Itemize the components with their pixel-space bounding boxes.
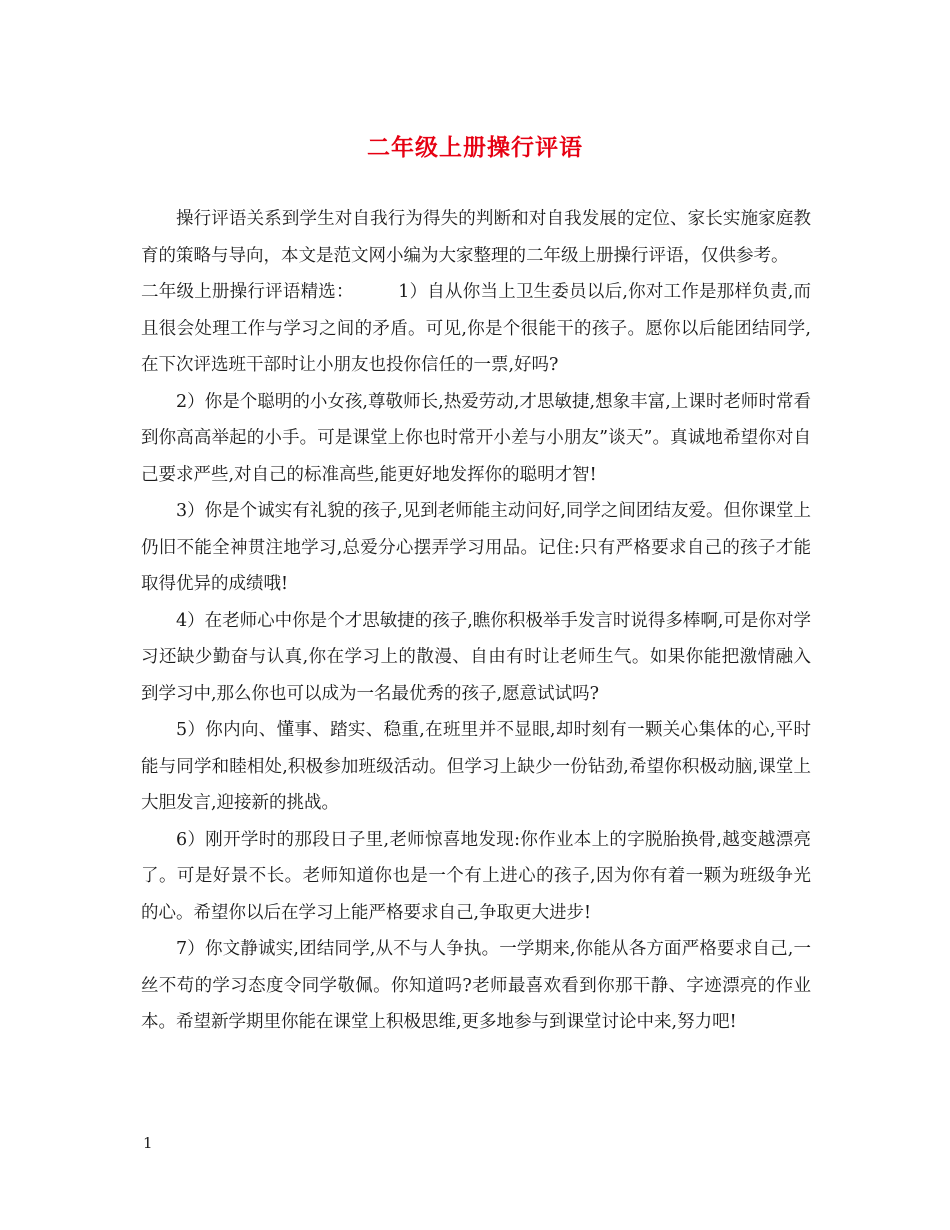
comment-paragraph-2: 2）你是个聪明的小女孩,尊敬师长,热爱劳动,才思敏捷,想象丰富,上课时老师时常看到你高高举起的小手。可是课堂上你也时常开小差与小朋友”谈天”。真诚地希望你对自己要求严些,对自己的标准高些,能更好地发挥你的聪明才智! [141,391,811,485]
comment-paragraph-6: 6）刚开学时的那段日子里,老师惊喜地发现:你作业本上的字脱胎换骨,越变越漂亮了。可是好景不长。老师知道你也是一个有上进心的孩子,因为你有着一颗为班级争光的心。希望你以后在学习上能严格要求自己,争取更大进步! [141,829,811,923]
comment-paragraph-7: 7）你文静诚实,团结同学,从不与人争执。一学期来,你能从各方面严格要求自己,一丝不苟的学习态度令同学敬佩。你知道吗?老师最喜欢看到你那干静、字迹漂亮的作业本。希望新学期里你能在课堂上积极思维,更多地参与到课堂讨论中来,努力吧! [141,939,811,1032]
document-title: 二年级上册操行评语 [367,134,583,161]
intro-paragraph: 操行评语关系到学生对自我行为得失的判断和对自我发展的定位、家长实施家庭教育的策略与导向，本文是范文网小编为大家整理的二年级上册操行评语，仅供参考。 [141,209,811,266]
comment-paragraph-1: 二年级上册操行评语精选： 1）自从你当上卫生委员以后,你对工作是那样负责,而且很会处理工作与学习之间的矛盾。可见,你是个很能干的孩子。愿你以后能团结同学,在下次评选班干部时让小朋友也投你信任的一票,好吗? [141,282,811,375]
document-body [141,201,811,1041]
comment-paragraph-4: 4）在老师心中你是个才思敏捷的孩子,瞧你积极举手发言时说得多棒啊,可是你对学习还缺少勤奋与认真,你在学习上的散漫、自由有时让老师生气。如果你能把激情融入到学习中,那么你也可以成为一名最优秀的孩子,愿意试试吗? [141,610,811,704]
comment-paragraph-3: 3）你是个诚实有礼貌的孩子,见到老师能主动问好,同学之间团结友爱。但你课堂上仍旧不能全神贯注地学习,总爱分心摆弄学习用品。记住:只有严格要求自己的孩子才能取得优异的成绩哦! [141,501,811,594]
page-number: 1 [143,1134,153,1152]
comment-paragraph-5: 5）你内向、懂事、踏实、稳重,在班里并不显眼,却时刻有一颗关心集体的心,平时能与同学和睦相处,积极参加班级活动。但学习上缺少一份钻劲,希望你积极动脑,课堂上大胆发言,迎接新的挑战。 [141,720,811,813]
